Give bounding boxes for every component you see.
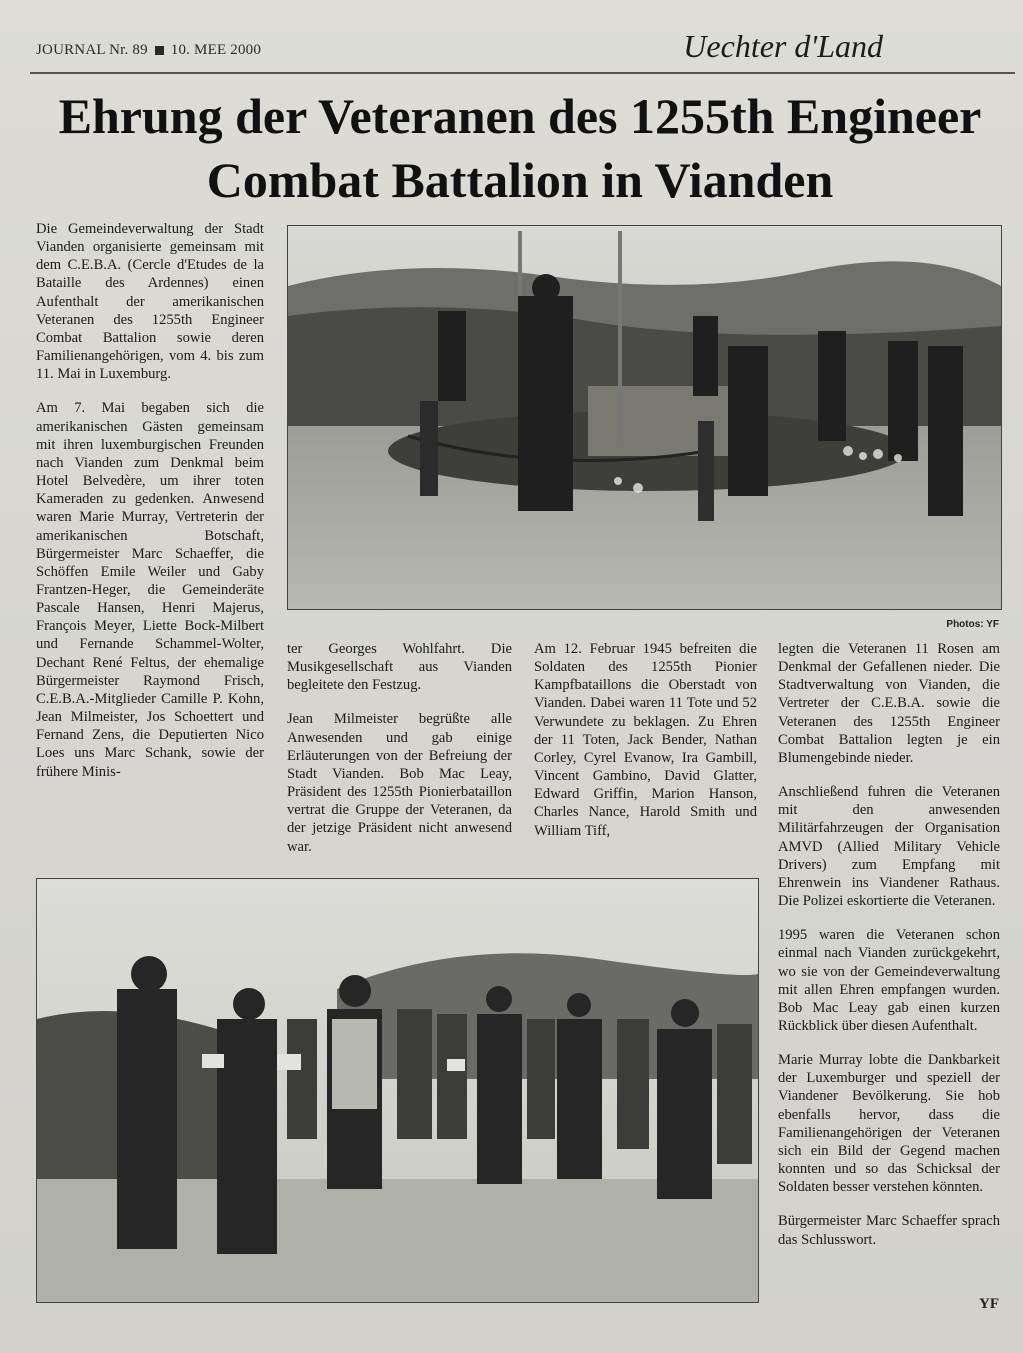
article-column-1 (36, 220, 264, 797)
memorial-ceremony-photo (287, 225, 1002, 610)
headline-line-1: Ehrung der Veteranen des 1255th Engineer (58, 88, 982, 144)
paragraph: Am 7. Mai begaben sich die amerikanischen Gästen gemeinsam mit ihren luxemburgischen Freunden nach Vianden zum Denkmal beim Hotel Belvedère, um ihrer toten Kameraden zu gedenken. Anwesend waren Marie Murray, Vertreterin der amerikanischen Botschaft, Bürgermeister Marc Schaeffer, die Schöffen Emile Weiler und Gaby Frantzen-Heger, die Gemeinderäte Pascale Hansen, Henri Majerus, François Meyer, Liette Bock-Milbert und Fernande Schammel-Wolter, Dechant René Feltus, der ehemalige Bürgermeister Raymond Frisch, C.E.B.A.-Mitglieder Camille P. Kohn, Jean Milmeister, Jos Schoettert und Fernand Zens, die Deputierten Nico Loes uns Marc Schank, sowie der frühere Minis- (36, 400, 264, 780)
paragraph: Die Gemeindeverwaltung der Stadt Vianden organisierte gemeinsam mit dem C.E.B.A. (Cercle d'Etudes de la Bataille des Ardennes) einen Aufenthalt der amerikanischen Veteranen des 1255th Engineer Combat Battalion sowie deren Familienangehörigen, vom 4. bis zum 11. Mai in Luxemburg. (36, 221, 264, 383)
article-column-2 (287, 640, 512, 872)
author-signoff: YF (979, 1296, 999, 1312)
journal-issue-line (36, 42, 261, 59)
photo-credit: Photos: YF (946, 619, 999, 630)
section-title: Uechter d'Land (683, 28, 883, 64)
article-column-4 (778, 640, 1000, 1265)
veterans-group-photo (36, 878, 759, 1303)
paragraph: 1995 waren die Veteranen schon einmal nach Vianden zurückgekehrt, wo sie von der Gemeindeverwaltung mit allen Ehren empfangen wurden. Bob Mac Leay gab einen kurzen Rückblick über diesen Aufenthalt. (778, 927, 1000, 1034)
paragraph: Marie Murray lobte die Dankbarkeit der Luxemburger und speziell der Viandener Bevölkerung. Sie hob ebenfalls hervor, dass die Familienangehörigen der Veteranen sich ein Bild der Gegend machen konnten und so das Schicksal der Soldaten besser verstehen könnten. (778, 1052, 1000, 1196)
journal-date: 10. MEE 2000 (170, 42, 262, 58)
headline-line-2: Combat Battalion in Vianden (206, 152, 834, 208)
paragraph: Am 12. Februar 1945 befreiten die Soldaten des 1255th Pionier Kampfbataillons die Oberstadt von Vianden. Dabei waren 11 Tote und 52 Verwundete zu beklagen. Zu Ehren der 11 Toten, Jack Bender, Nathan Corley, Cyrel Evanow, Ira Gambill, Vincent Gambino, David Glatter, Edward Griffin, Marion Hanson, Charles Nance, Harold Smith und William Tiff, (534, 641, 757, 839)
journal-issue: JOURNAL Nr. 89 (36, 42, 148, 58)
paragraph: Anschließend fuhren die Veteranen mit den anwesenden Militärfahrzeugen der Organisation AMVD (Allied Military Vehicle Drivers) zum Empfang mit Ehrenwein ins Viandener Rathaus. Die Polizei eskortierte die Veteranen. (778, 784, 1000, 910)
paragraph: Bürgermeister Marc Schaeffer sprach das Schlusswort. (778, 1213, 1000, 1248)
masthead-rule (30, 72, 1015, 74)
square-bullet-icon (155, 46, 164, 55)
paragraph: legten die Veteranen 11 Rosen am Denkmal der Gefallenen nieder. Die Stadtverwaltung von Vianden, die Vertreter der C.E.B.A. sowie die Veteranen des 1255th Engineer Combat Battalion legten je ein Blumengebinde nieder. (778, 641, 1000, 766)
article-headline (20, 84, 1020, 212)
article-column-3 (534, 640, 757, 856)
paragraph: Jean Milmeister begrüßte alle Anwesenden und gab einige Erläuterungen von der Befreiung der Stadt Vianden. Bob Mac Leay, Präsident des 1255th Pionierbataillon vertrat die Gruppe der Veteranen, da der jetzige Präsident nicht anwesend war. (287, 711, 512, 855)
paragraph: ter Georges Wohlfahrt. Die Musikgesellschaft aus Vianden begleitete den Festzug. (287, 641, 512, 694)
